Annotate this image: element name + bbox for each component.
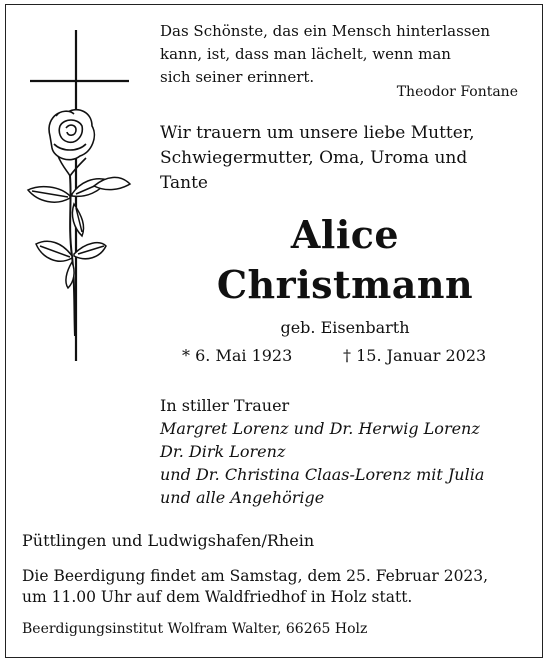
death-date: † 15. Januar 2023 — [343, 346, 487, 365]
funeral-line: um 11.00 Uhr auf dem Waldfriedhof in Holz statt. — [22, 588, 413, 606]
intro-text — [160, 121, 530, 196]
quote-line: kann, ist, dass man lächelt, wenn man — [160, 45, 451, 63]
mourner-line: Margret Lorenz und Dr. Herwig Lorenz — [160, 419, 480, 438]
mourner-line: und Dr. Christina Claas-Lorenz mit Julia — [160, 465, 485, 484]
deceased-first-name: Alice — [290, 212, 400, 257]
quote — [160, 20, 530, 89]
funeral-line: Die Beerdigung findet am Samstag, dem 25. Februar 2023, — [22, 567, 489, 585]
cross-with-rose-icon — [20, 26, 140, 366]
quote-line: Das Schönste, das ein Mensch hinterlassen — [160, 22, 491, 40]
quote-author: Theodor Fontane — [396, 84, 518, 100]
mourner-line: Dr. Dirk Lorenz — [160, 442, 286, 461]
funeral-institute: Beerdigungsinstitut Wolfram Walter, 66265 Holz — [22, 621, 368, 637]
birth-date: * 6. Mai 1923 — [182, 346, 293, 365]
quote-line: sich seiner erinnert. — [160, 68, 315, 86]
place-line: Püttlingen und Ludwigshafen/Rhein — [22, 531, 315, 550]
intro-line: Tante — [160, 173, 208, 193]
mourner-line: und alle Angehörige — [160, 488, 325, 507]
birth-name: geb. Eisenbarth — [280, 318, 410, 337]
deceased-last-name: Christmann — [216, 262, 474, 307]
funeral-notice — [22, 566, 532, 608]
intro-line: Wir trauern um unsere liebe Mutter, — [160, 123, 475, 143]
intro-line: Schwiegermutter, Oma, Uroma und — [160, 148, 468, 168]
mourners-heading: In stiller Trauer — [160, 396, 290, 415]
mourners-block — [160, 394, 530, 509]
